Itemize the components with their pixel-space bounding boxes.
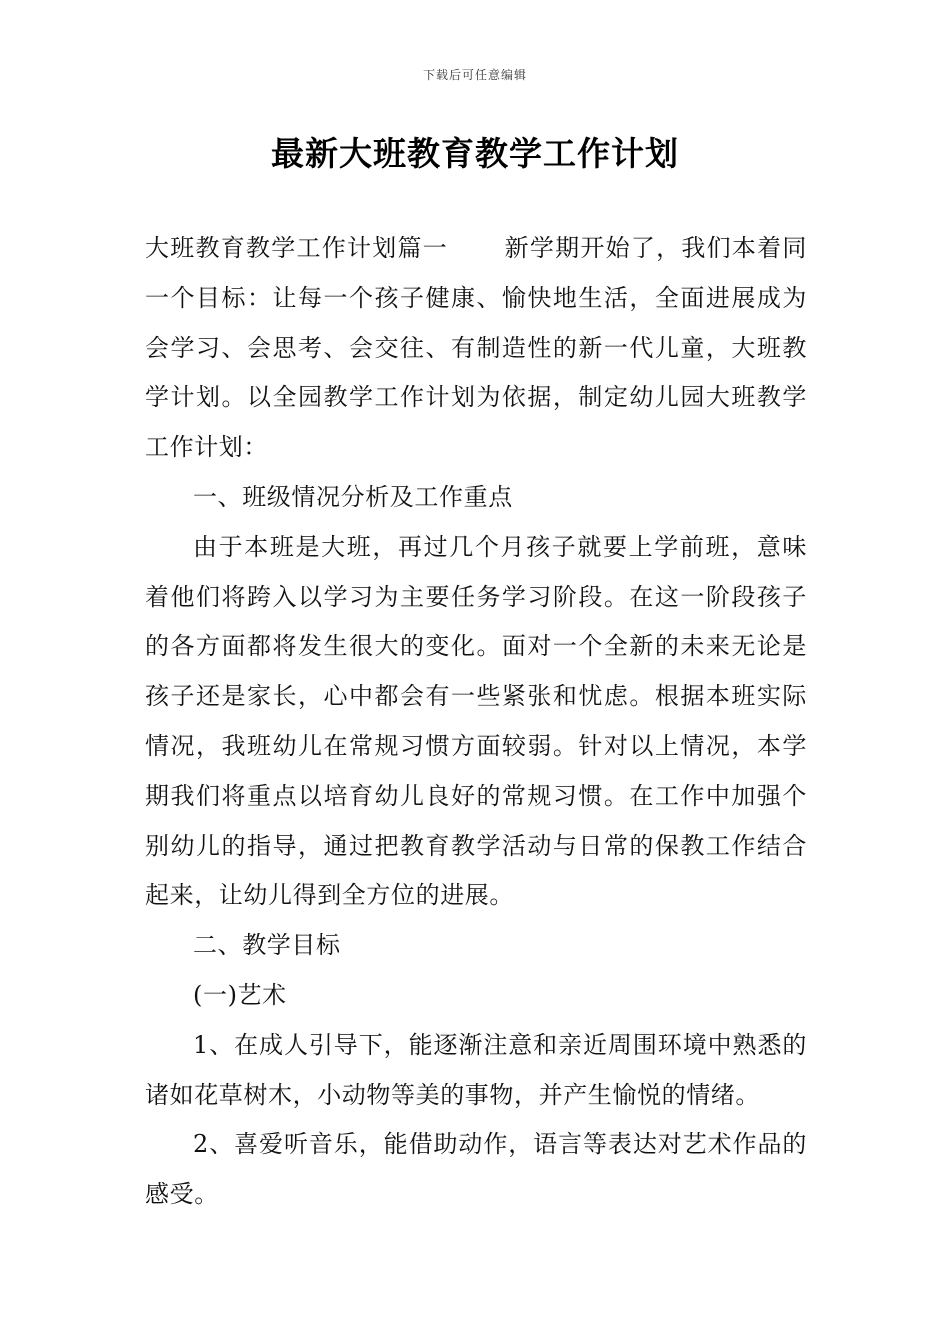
- intro-paragraph: [145, 224, 807, 473]
- document-title: 最新大班教育教学工作计划: [271, 134, 679, 173]
- list-item-goal-2: 2、喜爱听音乐，能借助动作，语言等表达对艺术作品的感受。: [145, 1130, 807, 1209]
- intro-label: 大班教育教学工作计划篇一: [145, 234, 448, 262]
- document-body: [145, 224, 807, 1220]
- intro-text: 新学期开始了，我们本着同一个目标：让每一个孩子健康、愉快地生活，全面进展成为会学习、会思考、会交往、有制造性的新一代儿童，大班教学计划。以全园教学工作计划为依据，制定幼儿园大班教学工作计划：: [145, 234, 807, 462]
- paragraph-class-analysis: 由于本班是大班，再过几个月孩子就要上学前班，意味着他们将跨入以学习为主要任务学习阶段。在这一阶段孩子的各方面都将发生很大的变化。面对一个全新的未来无论是孩子还是家长，心中都会有一些紧张和忧虑。根据本班实际情况，我班幼儿在常规习惯方面较弱。针对以上情况，本学期我们将重点以培育幼儿良好的常规习惯。在工作中加强个别幼儿的指导，通过把教育教学活动与日常的保教工作结合起来，让幼儿得到全方位的进展。: [145, 532, 807, 910]
- section-heading-teaching-goals: 二、教学目标: [193, 931, 341, 960]
- header-note: 下载后可任意编辑: [422, 68, 527, 82]
- list-item-goal-1: 1、在成人引导下，能逐渐注意和亲近周围环境中熟悉的诸如花草树木，小动物等美的事物，并产生愉悦的情绪。: [145, 1030, 807, 1109]
- section-heading-class-analysis: 一、班级情况分析及工作重点: [193, 482, 513, 511]
- subsection-heading-art: (一)艺术: [193, 980, 287, 1009]
